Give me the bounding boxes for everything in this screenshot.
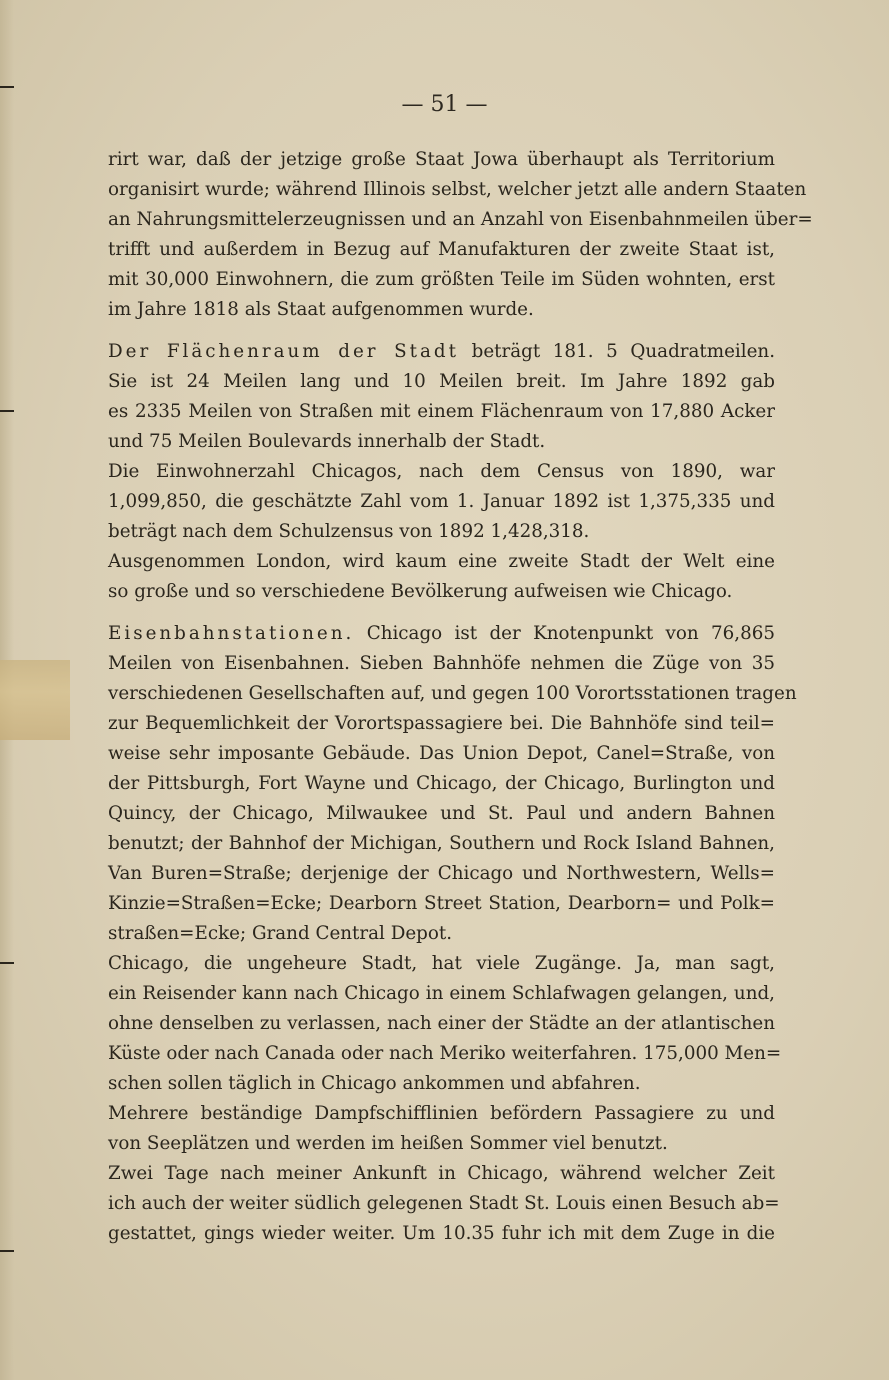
paragraph bbox=[108, 337, 775, 457]
text-line: Meilen von Eisenbahnen. Sieben Bahnhöfe nehmen die Züge von 35 bbox=[108, 653, 775, 674]
text-line: weise sehr imposante Gebäude. Das Union Depot, Canel=Straße, von bbox=[108, 743, 775, 764]
text-line: Die Einwohnerzahl Chicagos, nach dem Census von 1890, war bbox=[108, 461, 775, 482]
text-line: straßen=Ecke; Grand Central Depot. bbox=[108, 923, 453, 944]
text-line: Sie ist 24 Meilen lang und 10 Meilen breit. Im Jahre 1892 gab bbox=[108, 371, 775, 392]
text-line: Chicago, die ungeheure Stadt, hat viele Zugänge. Ja, man sagt, bbox=[108, 953, 775, 974]
text-line: so große und so verschiedene Bevölkerung aufweisen wie Chicago. bbox=[108, 581, 733, 602]
text-line: trifft und außerdem in Bezug auf Manufakturen der zweite Staat ist, bbox=[108, 239, 775, 260]
text-line: Mehrere beständige Dampfschifflinien befördern Passagiere zu und bbox=[108, 1103, 775, 1124]
body-text bbox=[108, 145, 813, 1249]
text-line: schen sollen täglich in Chicago ankommen und abfahren. bbox=[108, 1073, 641, 1094]
paragraph bbox=[108, 457, 775, 547]
text-line: ich auch der weiter südlich gelegenen Stadt St. Louis einen Besuch ab= bbox=[108, 1193, 780, 1214]
line-continuation: Chicago ist der Knotenpunkt von 76,865 bbox=[354, 623, 775, 644]
text-line: Van Buren=Straße; derjenige der Chicago und Northwestern, Wells= bbox=[108, 863, 775, 884]
section-heading: Eisenbahnstationen. bbox=[108, 623, 355, 644]
page-number: — 51 — bbox=[401, 92, 488, 117]
text-line: Kinzie=Straßen=Ecke; Dearborn Street Station, Dearborn= und Polk= bbox=[108, 893, 775, 914]
text-line: an Nahrungsmittelerzeugnissen und an Anzahl von Eisenbahnmeilen über= bbox=[108, 209, 813, 230]
text-line: zur Bequemlichkeit der Vorortspassagiere bei. Die Bahnhöfe sind teil= bbox=[108, 713, 775, 734]
margin-mark bbox=[0, 410, 14, 412]
margin-mark bbox=[0, 86, 14, 88]
line-continuation: beträgt 181. 5 Quadratmeilen. bbox=[458, 341, 776, 362]
margin-mark bbox=[0, 962, 14, 964]
paragraph bbox=[108, 1159, 780, 1249]
text-line: der Pittsburgh, Fort Wayne und Chicago, der Chicago, Burlington und bbox=[108, 773, 775, 794]
text-line: verschiedenen Gesellschaften auf, und gegen 100 Vorortsstationen tragen bbox=[108, 683, 797, 704]
text-line: rirt war, daß der jetzige große Staat Jowa überhaupt als Territorium bbox=[108, 149, 775, 170]
text-line: ohne denselben zu verlassen, nach einer der Städte an der atlantischen bbox=[108, 1013, 775, 1034]
text-line: Zwei Tage nach meiner Ankunft in Chicago, während welcher Zeit bbox=[108, 1163, 775, 1184]
text-line: es 2335 Meilen von Straßen mit einem Flächenraum von 17,880 Acker bbox=[108, 401, 775, 422]
paragraph bbox=[108, 547, 775, 607]
text-line: Ausgenommen London, wird kaum eine zweite Stadt der Welt eine bbox=[108, 551, 775, 572]
text-line: Küste oder nach Canada oder nach Meriko weiterfahren. 175,000 Men= bbox=[108, 1043, 782, 1064]
paragraph bbox=[108, 949, 782, 1099]
tape-stain bbox=[0, 660, 70, 740]
text-line: im Jahre 1818 als Staat aufgenommen wurde. bbox=[108, 299, 534, 320]
text-line: gestattet, gings wieder weiter. Um 10.35 fuhr ich mit dem Zuge in die bbox=[108, 1223, 775, 1244]
paragraph bbox=[108, 145, 813, 325]
text-line bbox=[108, 619, 775, 649]
text-line: beträgt nach dem Schulzensus von 1892 1,428,318. bbox=[108, 521, 590, 542]
text-line: von Seeplätzen und werden im heißen Sommer viel benutzt. bbox=[108, 1133, 668, 1154]
paragraph bbox=[108, 1099, 775, 1159]
text-line: 1,099,850, die geschätzte Zahl vom 1. Januar 1892 ist 1,375,335 und bbox=[108, 491, 775, 512]
text-line: organisirt wurde; während Illinois selbst, welcher jetzt alle andern Staaten bbox=[108, 179, 807, 200]
text-line: Quincy, der Chicago, Milwaukee und St. Paul und andern Bahnen bbox=[108, 803, 775, 824]
text-line bbox=[108, 337, 775, 367]
text-line: mit 30,000 Einwohnern, die zum größten Teile im Süden wohnten, erst bbox=[108, 269, 775, 290]
section-heading: Der Flächenraum der Stadt bbox=[108, 341, 459, 362]
text-line: ein Reisender kann nach Chicago in einem Schlafwagen gelangen, und, bbox=[108, 983, 775, 1004]
margin-mark bbox=[0, 1250, 14, 1252]
text-line: benutzt; der Bahnhof der Michigan, Southern und Rock Island Bahnen, bbox=[108, 833, 775, 854]
text-line: und 75 Meilen Boulevards innerhalb der Stadt. bbox=[108, 431, 546, 452]
paragraph bbox=[108, 619, 797, 949]
